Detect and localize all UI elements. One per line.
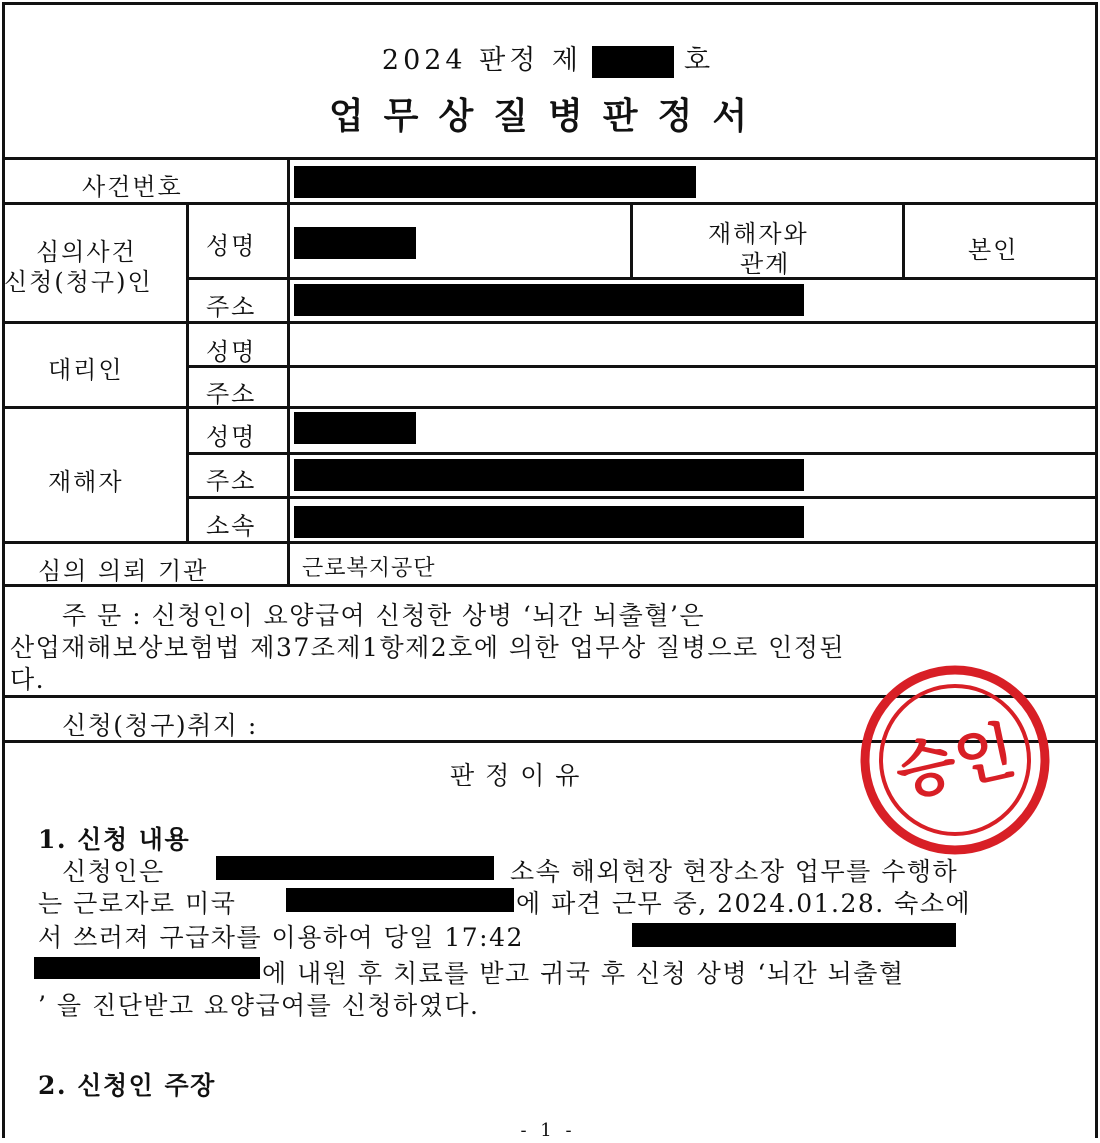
paragraph-text: 는 근로자로 미국 [38, 889, 237, 918]
table-line [287, 157, 290, 584]
table-line [2, 406, 1098, 409]
redacted-victim-affiliation [294, 506, 804, 538]
table-line [2, 541, 1098, 544]
table-line [2, 321, 1098, 324]
reasons-heading: 판 정 이 유 [450, 761, 581, 790]
redacted-applicant-name [294, 227, 416, 259]
decision-line-3: 다. [10, 665, 46, 694]
applicant-label: 신청(청구)인 [4, 268, 153, 296]
requesting-org-value: 근로복지공단 [302, 556, 436, 581]
redacted-victim-name [294, 412, 416, 444]
paragraph-text: 신청인은 [62, 857, 165, 886]
stamp-text: 승인 [889, 713, 1022, 810]
section-1-title: 1. 신청 내용 [38, 825, 191, 854]
victim-label: 재해자 [48, 468, 124, 496]
table-line [186, 202, 189, 541]
page-border-left [2, 2, 5, 1138]
table-line [630, 202, 633, 277]
paragraph-text: ’ 을 진단받고 요양급여를 신청하였다. [38, 991, 480, 1020]
agent-label: 대리인 [48, 356, 124, 384]
document-number-suffix: 호 [684, 45, 715, 76]
document-title: 업무상질병판정서 [328, 95, 768, 137]
address-label: 주소 [206, 380, 257, 408]
relation-value: 본인 [968, 236, 1019, 264]
address-label: 주소 [206, 467, 257, 495]
page-number: - 1 - [520, 1120, 576, 1141]
section-2-title: 2. 신청인 주장 [38, 1071, 216, 1100]
table-line [188, 365, 1098, 368]
relation-label: 재해자와 [708, 220, 809, 248]
paragraph-text: 서 쓰러져 구급차를 이용하여 당일 17:42 [38, 923, 524, 952]
paragraph-text: 소속 해외현장 현장소장 업무를 수행하 [510, 857, 959, 886]
table-line [2, 157, 1098, 160]
redacted-text [216, 856, 494, 880]
redacted-text [632, 923, 956, 947]
claim-purpose-label: 신청(청구)취지 : [62, 711, 258, 740]
document-number [0, 38, 1096, 78]
redacted-text [286, 888, 514, 912]
redacted-case-number [294, 166, 696, 198]
approval-stamp [860, 665, 1050, 855]
document-number-prefix: 2024 판정 제 [381, 45, 583, 76]
table-line [188, 496, 1098, 499]
requesting-org-label: 심의 의뢰 기관 [38, 557, 209, 585]
page-border-right [1095, 2, 1098, 1138]
name-label: 성명 [206, 338, 257, 366]
redacted-block [592, 46, 674, 78]
case-number-label: 사건번호 [82, 173, 183, 201]
table-line [2, 202, 1098, 205]
relation-label: 관계 [740, 250, 791, 278]
table-line [188, 277, 1098, 280]
redacted-text [34, 957, 260, 979]
paragraph-text: 에 파견 근무 중, 2024.01.28. 숙소에 [516, 889, 972, 918]
address-label: 주소 [206, 293, 257, 321]
applicant-label: 심의사건 [36, 238, 137, 266]
table-line [188, 452, 1098, 455]
affiliation-label: 소속 [206, 512, 257, 540]
table-line [902, 202, 905, 277]
name-label: 성명 [206, 423, 257, 451]
redacted-applicant-address [294, 284, 804, 316]
paragraph-text: 에 내원 후 치료를 받고 귀국 후 신청 상병 ‘뇌간 뇌출혈 [262, 959, 905, 988]
name-label: 성명 [206, 232, 257, 260]
redacted-victim-address [294, 459, 804, 491]
decision-line-1: 주 문 : 신청인이 요양급여 신청한 상병 ‘뇌간 뇌출혈’은 [62, 601, 706, 630]
decision-line-2: 산업재해보상보험법 제37조제1항제2호에 의한 업무상 질병으로 인정된 [10, 633, 846, 662]
page-border-top [2, 2, 1098, 5]
